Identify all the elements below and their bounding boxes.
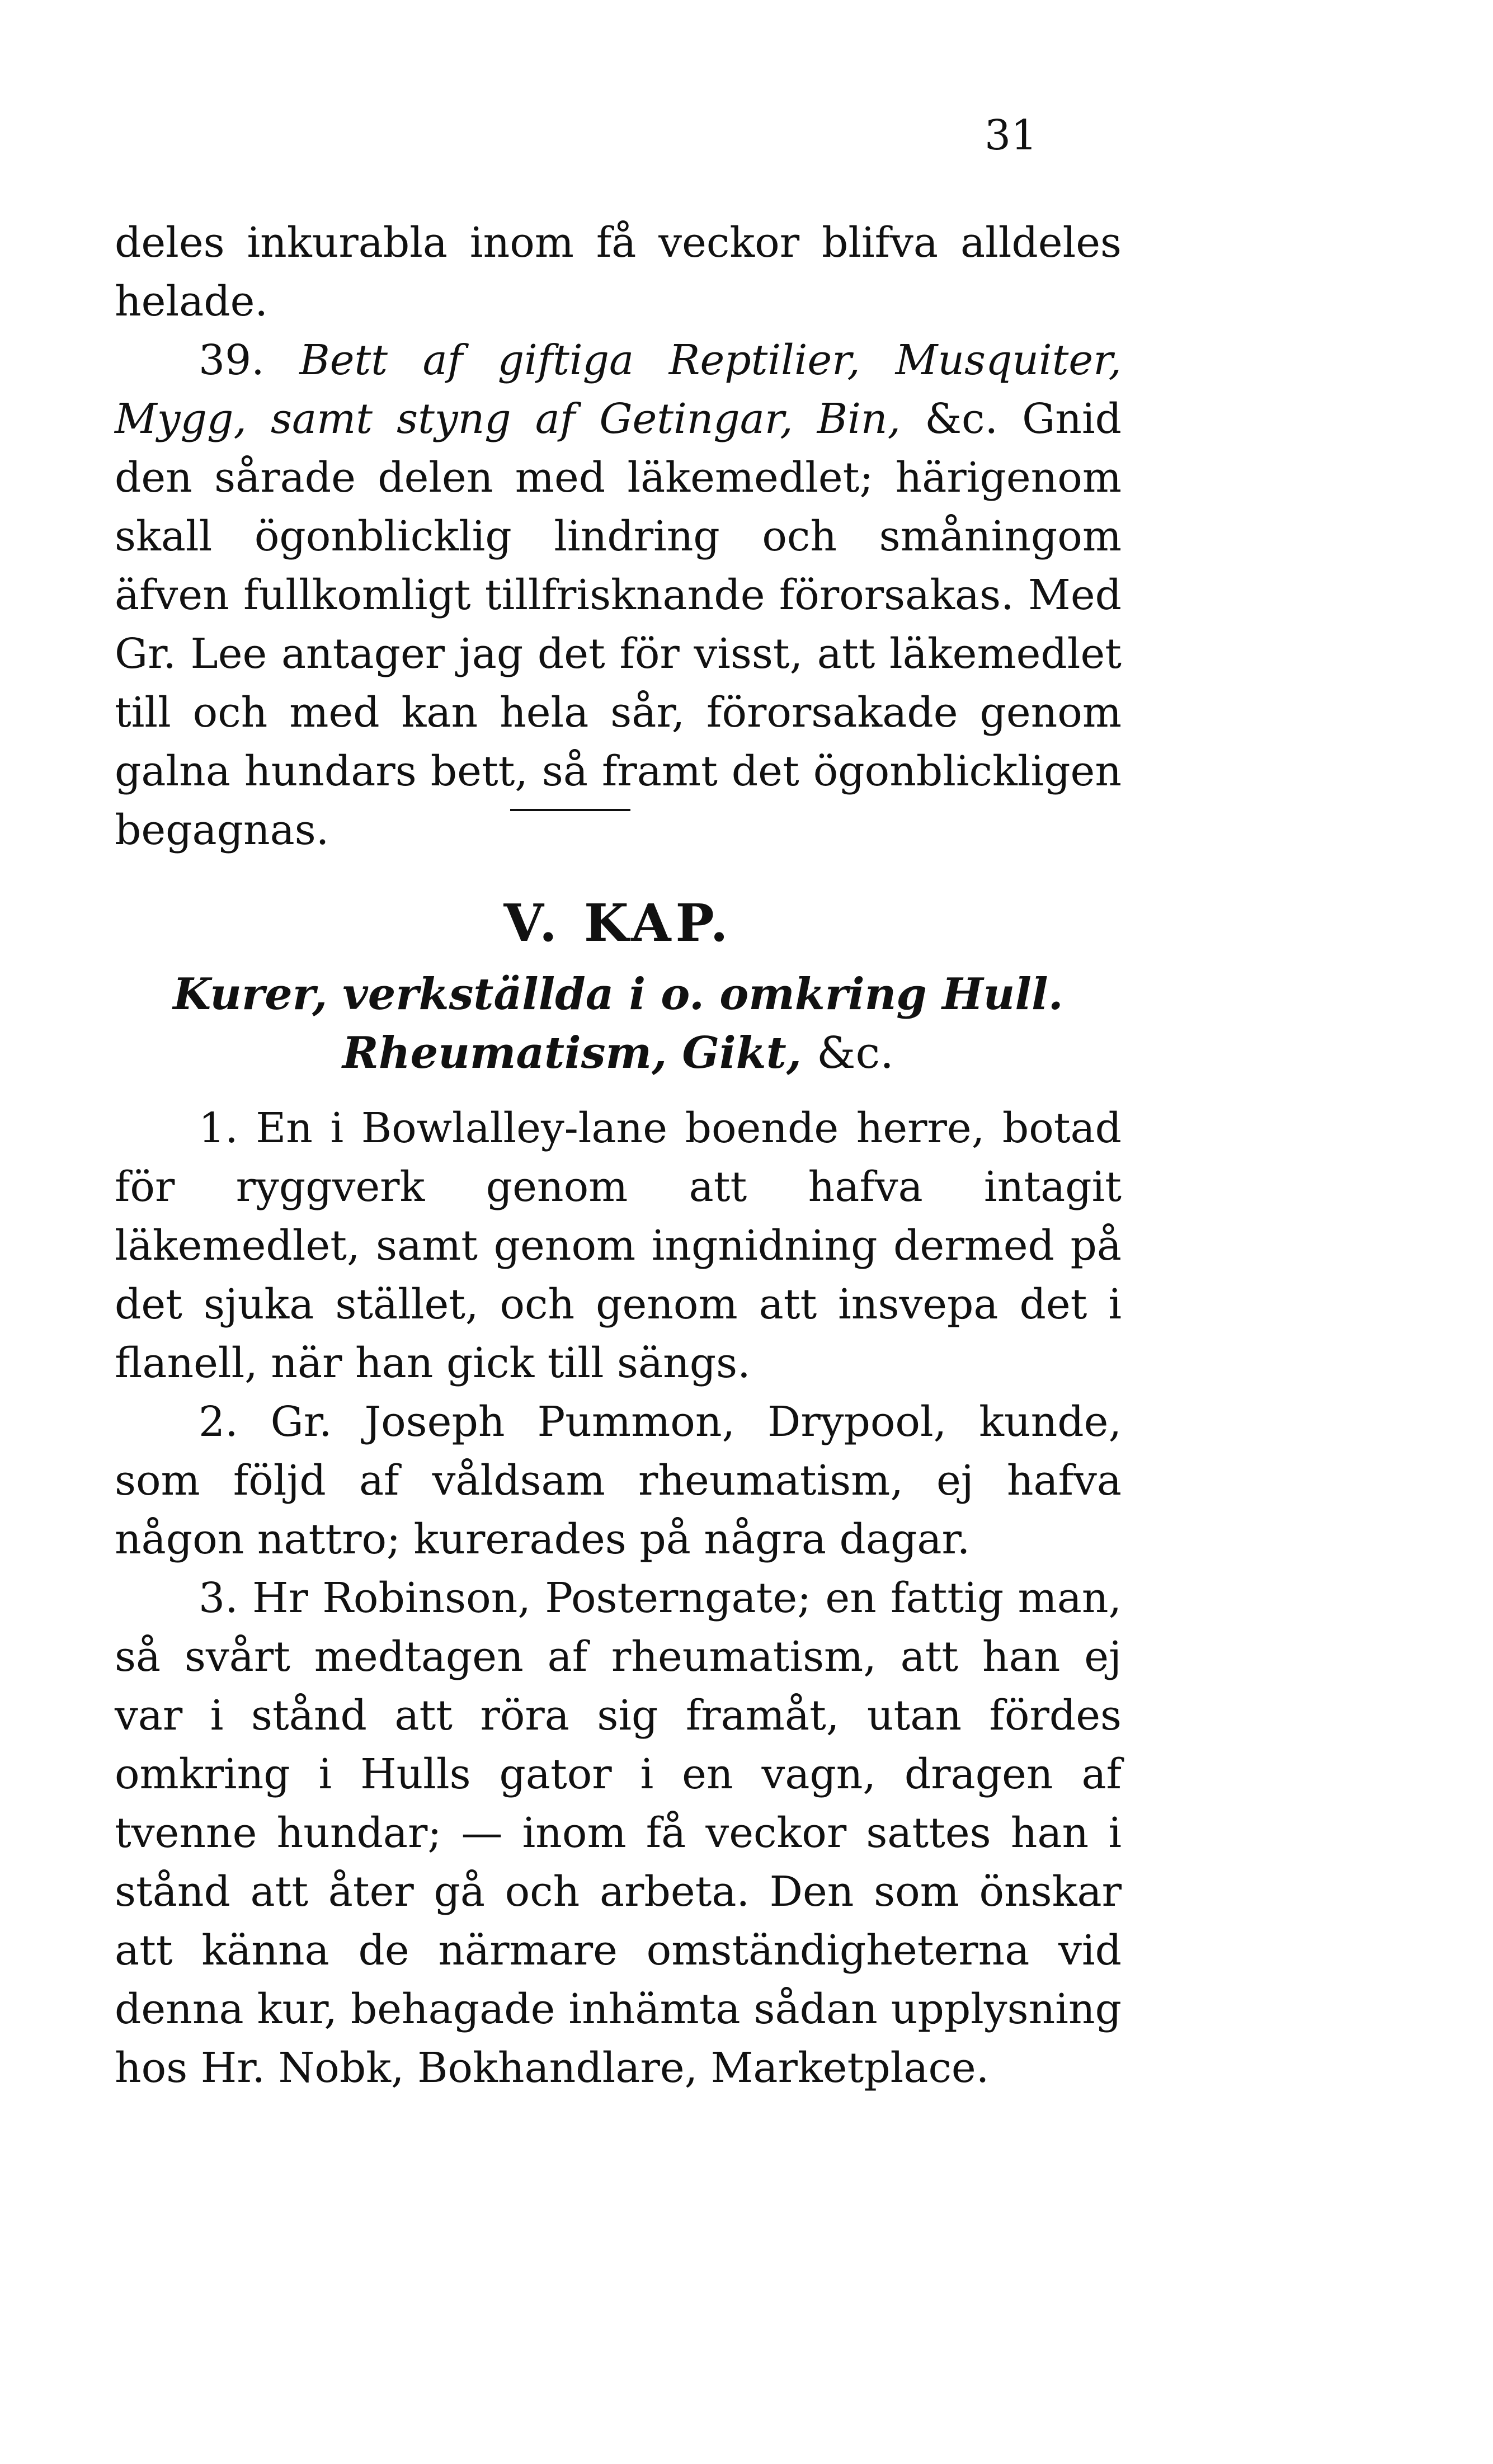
entry-paragraph: 3. Hr Robinson, Posterngate; en fattig man, så svårt medtagen af rheumatism, att han ej var i stånd att röra sig framåt, utan fördes omkring i Hulls gator i en vagn, dragen af tvenne hundar; — inom få veckor sattes han i stånd att åter gå och arbeta. Den som önskar att känna de närmare omständigheterna vid denna kur, behagade inhämta sådan upplysning hos Hr. Nobk, Bokhandlare, Marketplace. (115, 1574, 1122, 2092)
section-39-heading-tail: &c. (925, 395, 999, 443)
entry-paragraph: 1. En i Bowlalley-lane boende herre, botad för ryggverk genom att hafva intagit läkemedlet, samt genom ingnidning dermed på det sjuka stället, och genom att insvepa det i flanell, när han gick till sängs. (115, 1104, 1122, 1387)
chapter-subtitle-topics: Rheumatism, Gikt, (342, 1028, 802, 1078)
chapter-subtitle-line1: Kurer, verkställda i o. omkring Hull. (173, 969, 1063, 1020)
section-39-body: Gnid den sårade delen med läkemedlet; härigenom skall ögonblicklig lindring och småningom äfven fullkomligt tillfrisknande förorsakas. Med Gr. Lee antager jag det för visst, att läkemedlet till och med kan hela sår, förorsakade genom galna hundars bett, så framt det ögonblickligen begagnas. (115, 395, 1122, 854)
section-39-block (115, 214, 1122, 860)
chapter-subtitle-line2 (115, 1029, 1122, 1078)
chapter-entries (115, 1099, 1122, 2098)
chapter-title: V. KAP. (503, 893, 733, 953)
section-39-number: 39. (199, 336, 265, 384)
continuation-paragraph: deles inkurabla inom få veckor blifva alldeles helade. (115, 219, 1122, 326)
section-39-heading: Bett af giftiga Reptilier, Musquiter, Mygg, samt styng af Getingar, Bin, (115, 336, 1122, 443)
section-divider (510, 809, 630, 811)
entry-paragraph: 2. Gr. Joseph Pummon, Drypool, kunde, som följd af våldsam rheumatism, ej hafva någon nattro; kurerades på några dagar. (115, 1398, 1122, 1563)
page-number: 31 (985, 111, 1038, 159)
chapter-subtitle-etc: &c. (817, 1028, 894, 1078)
section-39-paragraph (115, 331, 1122, 860)
